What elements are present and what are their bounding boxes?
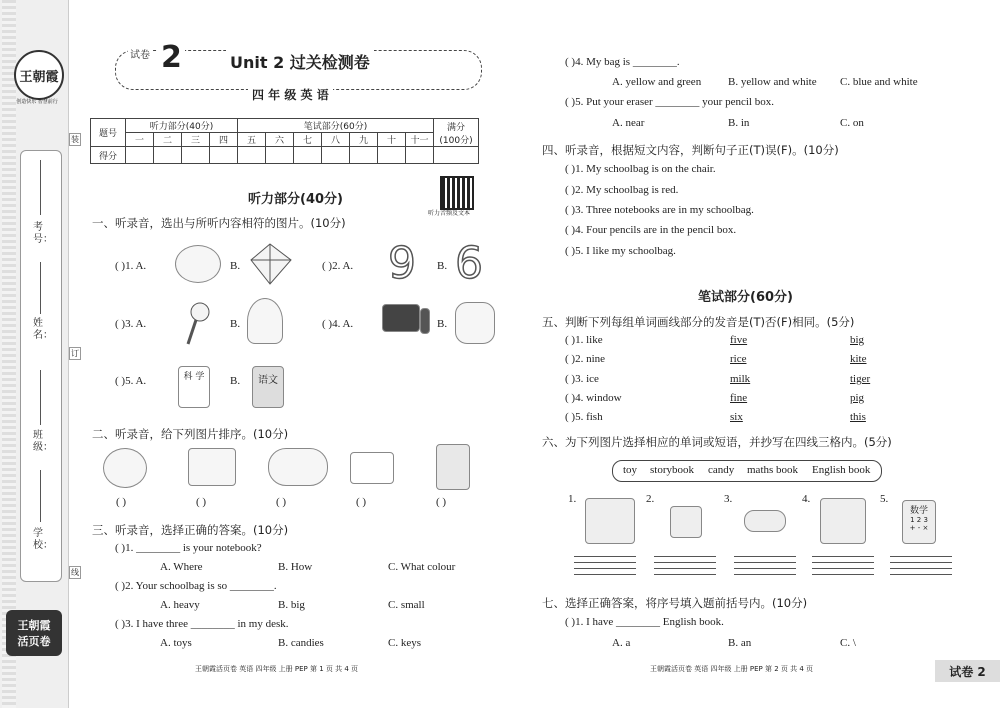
score-col: 九: [350, 133, 378, 147]
s5-row-4-b: fine: [730, 392, 748, 404]
binding-sidebar: [0, 0, 79, 708]
cut-mark-ding: 订: [71, 349, 79, 358]
chinese-book-icon: [252, 366, 284, 408]
section-6-heading: 六、为下列图片选择相应的单词或短语，并抄写在四线三格内。(5分): [542, 435, 892, 449]
candy-icon: [744, 510, 786, 532]
score-cell[interactable]: [322, 147, 350, 164]
panda-bag-icon: [103, 448, 147, 488]
score-listening-header: 听力部分(40分): [126, 119, 238, 133]
brand-logo: 王朝霞: [14, 50, 64, 100]
exam-prefix: 试卷: [128, 46, 152, 61]
four-line-grid-2[interactable]: [654, 556, 716, 578]
word-bank-item: storybook: [650, 464, 694, 476]
s3-q4: ( )4. My bag is ________.: [565, 56, 680, 68]
score-cell[interactable]: [378, 147, 406, 164]
footer-logo-line2: 活页卷: [17, 635, 51, 648]
s3-q2: ( )2. Your schoolbag is so ________.: [115, 580, 277, 592]
label-banji: 班级：: [33, 430, 53, 453]
score-col: 十一: [406, 133, 434, 147]
s5-row-4-a: ( )4. window: [565, 392, 622, 404]
four-line-grid-5[interactable]: [890, 556, 952, 578]
s3-q3-b[interactable]: B. candies: [278, 637, 324, 649]
key-icon: [180, 300, 214, 348]
xingming-line[interactable]: [40, 262, 41, 314]
word-bank: [612, 460, 882, 482]
s5-row-3-c: tiger: [850, 373, 871, 385]
science-book-icon: [178, 366, 210, 408]
q1-5-b: B.: [230, 375, 241, 387]
exam-number-badge: 试卷 2: [935, 660, 1000, 682]
binding-strip: [2, 0, 16, 708]
score-col: 八: [322, 133, 350, 147]
s3-q4-a[interactable]: A. yellow and green: [612, 76, 702, 88]
score-col: 二: [154, 133, 182, 147]
s4-item: ( )4. Four pencils are in the pencil box.: [565, 224, 737, 236]
score-cell[interactable]: [406, 147, 434, 164]
digit-nine-icon: 9: [388, 238, 416, 289]
english-book-icon: [820, 498, 866, 544]
score-col: 三: [182, 133, 210, 147]
score-full-label: 满分: [446, 122, 465, 133]
q1-5-label: ( )5. A.: [115, 375, 147, 387]
score-label-tihao: 题号: [91, 119, 126, 147]
section-4-heading: 四、听录音，根据短文内容，判断句子正(T)误(F)。(10分): [542, 143, 839, 157]
s3-q2-c[interactable]: C. small: [388, 599, 425, 611]
xuexiao-line[interactable]: [40, 470, 41, 522]
score-col: 六: [266, 133, 294, 147]
score-cell[interactable]: [266, 147, 294, 164]
storybook-stack-icon: [585, 498, 635, 544]
section-1-heading: 一、听录音，选出与所听内容相符的图片。(10分): [92, 216, 346, 230]
footer-logo-line1: 王朝霞: [17, 619, 51, 632]
s3-q1-a[interactable]: A. Where: [160, 561, 203, 573]
score-cell[interactable]: [154, 147, 182, 164]
s3-q3-c[interactable]: C. keys: [388, 637, 421, 649]
word-bank-item: maths book: [747, 464, 799, 476]
s2-blank-3[interactable]: ( ): [276, 496, 287, 508]
toy-box-icon: [188, 448, 236, 486]
s3-q5-a[interactable]: A. near: [612, 117, 645, 129]
section-5-heading: 五、判断下列每组单词画线部分的发音是(T)否(F)相同。(5分): [542, 315, 855, 329]
s4-item: ( )5. I like my schoolbag.: [565, 245, 676, 257]
s6-num-4: 4.: [802, 493, 811, 505]
storybook-icon: [436, 444, 470, 490]
s3-q3-a[interactable]: A. toys: [160, 637, 192, 649]
s2-blank-5[interactable]: ( ): [436, 496, 447, 508]
cube-toy-icon: [670, 506, 702, 538]
s5-row-2-c: kite: [850, 353, 867, 365]
computer-icon: [382, 304, 420, 332]
s3-q1-c[interactable]: C. What colour: [388, 561, 456, 573]
score-full: [434, 119, 479, 147]
label-xingming: 姓名：: [33, 318, 53, 341]
four-line-grid-3[interactable]: [734, 556, 796, 578]
s5-row-5-c: this: [850, 411, 866, 423]
s3-q1: ( )1. ________ is your notebook?: [115, 542, 262, 554]
s5-row-1-a: ( )1. like: [565, 334, 603, 346]
writing-section-title: 笔试部分(60分): [698, 290, 793, 305]
schoolbag-icon: [455, 302, 495, 344]
maths-book-title: 数学: [909, 506, 928, 516]
maths-book-icon: [902, 500, 936, 544]
s3-q4-b[interactable]: B. yellow and white: [728, 76, 817, 88]
score-cell[interactable]: [294, 147, 322, 164]
banji-line[interactable]: [40, 370, 41, 425]
score-label-defen: 得分: [91, 147, 126, 164]
maths-book-operators: + - ×: [909, 524, 929, 532]
s2-blank-4[interactable]: ( ): [356, 496, 367, 508]
girl-desk-icon: [268, 448, 328, 486]
s3-q4-c[interactable]: C. blue and white: [840, 76, 918, 88]
score-writing-header: 笔试部分(60分): [238, 119, 434, 133]
section-2-heading: 二、听录音，给下列图片排序。(10分): [92, 427, 289, 441]
s3-q5-b[interactable]: B. in: [728, 117, 750, 129]
s5-row-3-a: ( )3. ice: [565, 373, 599, 385]
page-subtitle: 四 年 级 英 语: [248, 86, 333, 103]
robot-toy-icon: [247, 298, 283, 344]
s5-row-1-b: five: [730, 334, 748, 346]
computer-tower-icon: [420, 308, 430, 334]
score-cell[interactable]: [434, 147, 479, 164]
s6-num-3: 3.: [724, 493, 733, 505]
s7-q1-a[interactable]: A. a: [612, 637, 631, 649]
word-bank-item: candy: [708, 464, 735, 476]
s7-q1-b[interactable]: B. an: [728, 637, 752, 649]
page-title: Unit 2 过关检测卷: [226, 50, 374, 73]
s5-row-2-b: rice: [730, 353, 747, 365]
q1-1-b: B.: [230, 260, 241, 272]
q1-1-label: ( )1. A.: [115, 260, 147, 272]
s3-q2-b[interactable]: B. big: [278, 599, 305, 611]
label-kaohao: 考号：: [33, 222, 53, 245]
s7-q1: ( )1. I have ________ English book.: [565, 616, 724, 628]
s2-blank-1[interactable]: ( ): [116, 496, 127, 508]
kite-icon: [245, 240, 295, 288]
score-cell[interactable]: [238, 147, 266, 164]
s5-row-1-c: big: [850, 334, 865, 346]
q1-3-b: B.: [230, 318, 241, 330]
score-col: 一: [126, 133, 154, 147]
footer-brand-logo: [6, 610, 62, 656]
score-col: 四: [210, 133, 238, 147]
s6-num-1: 1.: [568, 493, 577, 505]
score-col: 七: [294, 133, 322, 147]
section-7-heading: 七、选择正确答案，将序号填入题前括号内。(10分): [542, 596, 808, 610]
word-bank-item: toy: [623, 464, 638, 476]
s5-row-5-b: six: [730, 411, 743, 423]
qr-code[interactable]: [440, 176, 474, 210]
kaohao-line[interactable]: [40, 160, 41, 215]
s6-num-5: 5.: [880, 493, 889, 505]
score-col: 十: [378, 133, 406, 147]
desk-icon: [350, 452, 394, 484]
s3-q5-c[interactable]: C. on: [840, 117, 864, 129]
four-line-grid-4[interactable]: [812, 556, 874, 578]
s2-blank-2[interactable]: ( ): [196, 496, 207, 508]
listening-section-title: 听力部分(40分): [248, 192, 343, 207]
cut-mark-xian: 线: [71, 568, 79, 577]
bowl-rice-icon: [175, 245, 221, 283]
q1-2-b: B.: [437, 260, 448, 272]
word-bank-item: English book: [812, 464, 871, 476]
score-cell[interactable]: [350, 147, 378, 164]
score-cell[interactable]: [182, 147, 210, 164]
four-line-grid-1[interactable]: [574, 556, 636, 578]
score-cell[interactable]: [126, 147, 154, 164]
s3-q2-a[interactable]: A. heavy: [160, 599, 200, 611]
s7-q1-c[interactable]: C. \: [840, 637, 856, 649]
science-book-title: 科 学: [183, 372, 205, 382]
student-info-box: [20, 150, 62, 582]
q1-4-label: ( )4. A.: [322, 318, 354, 330]
right-page-footer: 王朝霞活页卷 英语 四年级 上册 PEP 第 2 页 共 4 页: [650, 665, 814, 673]
q1-4-b: B.: [437, 318, 448, 330]
s6-num-2: 2.: [646, 493, 655, 505]
s4-item: ( )3. Three notebooks are in my schoolbag.: [565, 204, 754, 216]
qr-caption: 听力音频及文本: [428, 210, 471, 217]
score-full-value: (100分): [439, 135, 473, 146]
score-col: 五: [238, 133, 266, 147]
s5-row-3-b: milk: [730, 373, 751, 385]
s3-q1-b[interactable]: B. How: [278, 561, 313, 573]
s5-row-5-a: ( )5. fish: [565, 411, 603, 423]
cut-mark-zhuang: 装: [71, 135, 79, 144]
s5-row-2-a: ( )2. nine: [565, 353, 606, 365]
maths-book-numbers: 1 2 3: [910, 516, 928, 524]
q1-2-label: ( )2. A.: [322, 260, 354, 272]
q1-3-label: ( )3. A.: [115, 318, 147, 330]
s3-q5: ( )5. Put your eraser ________ your pencil box.: [565, 96, 774, 108]
brand-slogan: 创造快乐 智慧前行: [16, 99, 58, 105]
chinese-book-title: 语文: [258, 375, 278, 386]
s4-item: ( )2. My schoolbag is red.: [565, 184, 679, 196]
s4-item: ( )1. My schoolbag is on the chair.: [565, 163, 716, 175]
exam-number: 2: [158, 40, 185, 75]
score-cell[interactable]: [210, 147, 238, 164]
s3-q3: ( )3. I have three ________ in my desk.: [115, 618, 289, 630]
digit-six-icon: 6: [455, 238, 483, 289]
label-xuexiao: 学校：: [33, 528, 53, 551]
left-page-footer: 王朝霞活页卷 英语 四年级 上册 PEP 第 1 页 共 4 页: [195, 665, 359, 673]
score-table: [90, 118, 479, 164]
section-3-heading: 三、听录音，选择正确的答案。(10分): [92, 523, 289, 537]
s5-row-4-c: pig: [850, 392, 865, 404]
